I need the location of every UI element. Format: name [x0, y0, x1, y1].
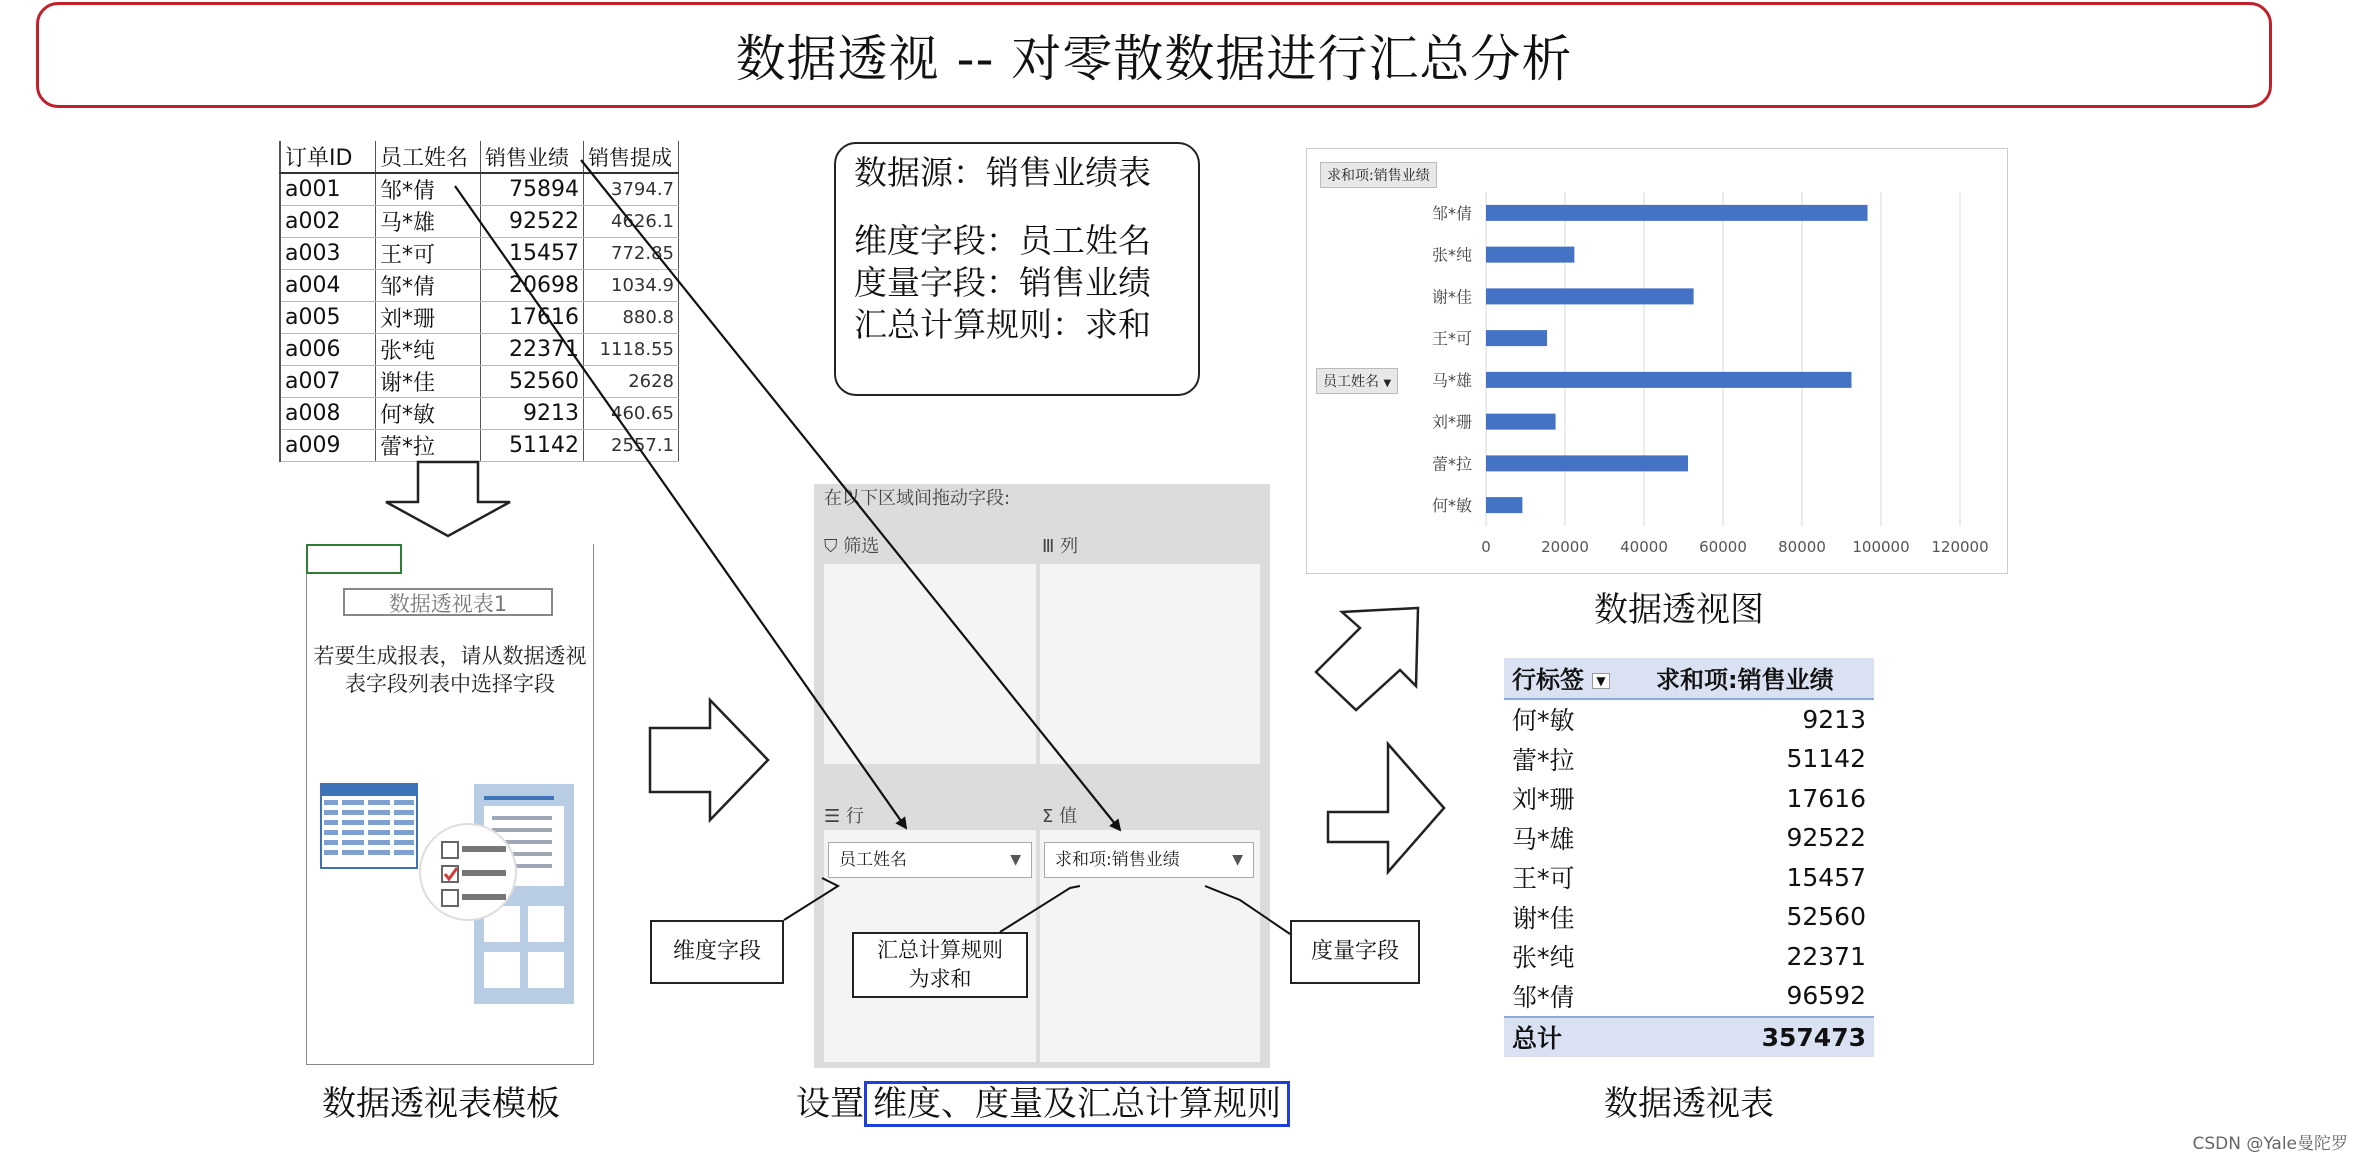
cell: 2557.1: [584, 430, 679, 462]
row-value: 96592: [1786, 981, 1866, 1011]
values-label: 值: [1059, 806, 1078, 827]
columns-icon: Ⅲ: [1042, 536, 1061, 557]
cell: 17616: [481, 302, 584, 334]
template-hint: 若要生成报表，请从数据透视表字段列表中选择字段: [313, 644, 587, 696]
x-tick-label: 100000: [1852, 538, 1910, 556]
down-arrow-shape: [386, 462, 510, 536]
measure-callout-pointer: [1205, 886, 1290, 934]
cell: 9213: [481, 398, 584, 430]
total-value: 357473: [1648, 1017, 1874, 1058]
cell: 15457: [481, 238, 584, 270]
measure-callout: 度量字段: [1290, 920, 1420, 984]
chevron-down-icon: ▼: [1232, 852, 1243, 868]
row-value: 22371: [1786, 941, 1866, 971]
rows-label: 行: [845, 806, 864, 827]
cell: 460.65: [584, 398, 679, 430]
header-cell: 员工姓名: [376, 141, 481, 173]
dimension-line: 维度字段：员工姓名: [854, 221, 1151, 260]
value-header: 求和项:销售业绩: [1648, 658, 1874, 699]
cell: a003: [280, 238, 376, 270]
header-cell: 销售提成: [584, 141, 679, 173]
source-line: 数据源：销售业绩表: [854, 153, 1151, 192]
cell: a008: [280, 398, 376, 430]
row-value: 17616: [1786, 783, 1866, 813]
row-label-text: 行标签: [1512, 666, 1584, 695]
cell: 何*敏: [376, 398, 481, 430]
dimension-callout-pointer: [784, 878, 838, 920]
template-caption: 数据透视表模板: [322, 1084, 560, 1124]
sigma-icon: Σ: [1042, 806, 1060, 827]
y-category-label: 谢*佳: [1431, 287, 1472, 307]
cell: a007: [280, 366, 376, 398]
value-field-chip[interactable]: 求和项:销售业绩: [1320, 162, 1437, 188]
columns-label: 列: [1060, 536, 1079, 557]
cell: 880.8: [584, 302, 679, 334]
cell: 蕾*拉: [376, 430, 481, 462]
cell: 20698: [481, 270, 584, 302]
rows-icon: ☰: [824, 806, 846, 827]
cell: 51142: [481, 430, 584, 462]
up-right-arrow-shape: [1316, 608, 1418, 710]
x-tick-label: 60000: [1699, 538, 1747, 556]
cell: a006: [280, 334, 376, 366]
cell: 2628: [584, 366, 679, 398]
row-label: 张*纯: [1512, 943, 1575, 973]
axis-field-chip-label: 员工姓名: [1323, 374, 1379, 390]
filter-icon: ⛉: [824, 536, 844, 557]
middle-caption-highlight: 维度、度量及汇总计算规则: [864, 1081, 1290, 1127]
cell: a004: [280, 270, 376, 302]
row-label: 何*敏: [1512, 706, 1575, 736]
cell: a005: [280, 302, 376, 334]
cell: 22371: [481, 334, 584, 366]
middle-caption-prefix: 设置: [796, 1084, 864, 1124]
cell: 92522: [481, 206, 584, 238]
x-tick-label: 120000: [1931, 538, 1989, 556]
cell: a001: [280, 173, 376, 206]
chevron-down-icon: ▼: [1010, 852, 1021, 868]
row-value: 15457: [1786, 862, 1866, 892]
row-label: 谢*佳: [1512, 903, 1575, 933]
chevron-down-icon: ▼: [1383, 378, 1392, 389]
footer-watermark: CSDN @Yale曼陀罗: [2192, 1134, 2348, 1154]
y-category-label: 何*敏: [1431, 496, 1472, 516]
row-label: 邹*倩: [1512, 982, 1575, 1012]
row-label: 刘*珊: [1512, 785, 1575, 815]
y-category-label: 蕾*拉: [1431, 454, 1472, 474]
filter-label: 筛选: [843, 536, 880, 557]
result-caption: 数据透视表: [1604, 1084, 1774, 1124]
row-label: 王*可: [1512, 864, 1575, 894]
row-value: 52560: [1786, 902, 1866, 932]
cell: 张*纯: [376, 334, 481, 366]
y-category-label: 马*雄: [1431, 370, 1472, 390]
row-field-label: 员工姓名: [839, 850, 907, 870]
right-arrow-shape-2: [1328, 744, 1444, 872]
cell: 772.85: [584, 238, 679, 270]
cell: 刘*珊: [376, 302, 481, 334]
cell: 王*可: [376, 238, 481, 270]
header-cell: 订单ID: [280, 141, 376, 173]
x-tick-label: 20000: [1541, 538, 1589, 556]
cell: 1118.55: [584, 334, 679, 366]
rule-callout-pointer: [1000, 886, 1080, 932]
rule-callout: 汇总计算规则为求和: [852, 932, 1028, 998]
cell: 75894: [481, 173, 584, 206]
measure-line: 度量字段：销售业绩: [854, 263, 1151, 302]
cell: 3794.7: [584, 173, 679, 206]
x-tick-label: 40000: [1620, 538, 1668, 556]
row-value: 92522: [1786, 823, 1866, 853]
cell: 邹*倩: [376, 173, 481, 206]
drag-hint: 在以下区域间拖动字段:: [824, 488, 1011, 509]
cell: a009: [280, 430, 376, 462]
cell: 4626.1: [584, 206, 679, 238]
page-title: 数据透视 -- 对零散数据进行汇总分析: [735, 30, 1573, 88]
y-category-label: 邹*倩: [1431, 203, 1472, 223]
cell: 邹*倩: [376, 270, 481, 302]
rule-line: 汇总计算规则：求和: [854, 305, 1151, 344]
cell: 1034.9: [584, 270, 679, 302]
x-tick-label: 0: [1481, 538, 1491, 556]
total-label: 总计: [1504, 1017, 1648, 1058]
row-value: 9213: [1802, 704, 1866, 734]
y-category-label: 王*可: [1431, 329, 1472, 349]
row-label: 蕾*拉: [1512, 745, 1575, 775]
x-tick-label: 80000: [1778, 538, 1826, 556]
dimension-callout: 维度字段: [650, 920, 784, 984]
row-value: 51142: [1786, 744, 1866, 774]
pivot-name-box: 数据透视表1: [343, 588, 553, 616]
row-label: 马*雄: [1512, 824, 1575, 854]
header-cell: 销售业绩: [481, 141, 584, 173]
cell: 52560: [481, 366, 584, 398]
cell: 谢*佳: [376, 366, 481, 398]
y-category-label: 刘*珊: [1431, 412, 1472, 432]
value-field-label: 求和项:销售业绩: [1055, 850, 1180, 870]
chart-caption: 数据透视图: [1594, 590, 1764, 630]
cell: 马*雄: [376, 206, 481, 238]
right-arrow-shape: [650, 700, 768, 820]
filter-dropdown-icon[interactable]: ▼: [1592, 673, 1609, 689]
y-category-label: 张*纯: [1431, 245, 1472, 265]
cell: a002: [280, 206, 376, 238]
